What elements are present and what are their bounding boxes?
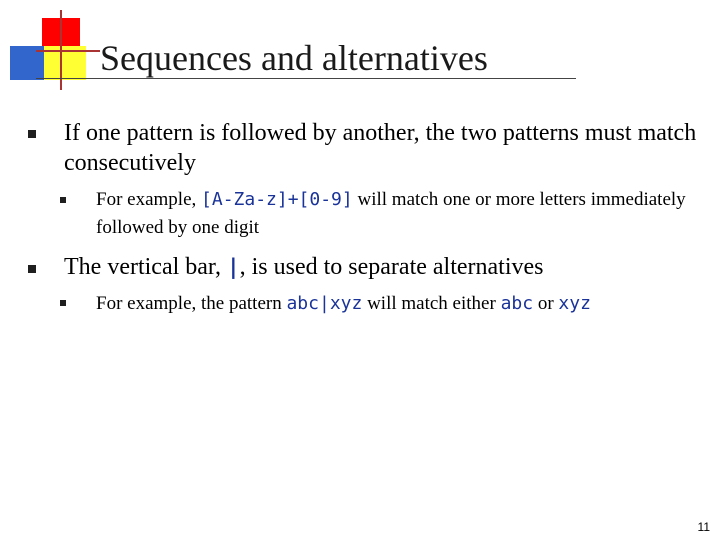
bullet-marker	[28, 130, 36, 138]
code-xyz: xyz	[558, 293, 591, 314]
sub-bullet-marker	[60, 197, 66, 203]
sub-2-prefix: For example, the pattern	[96, 293, 287, 314]
code-abc: abc	[500, 293, 534, 314]
bullet-marker	[28, 265, 36, 273]
logo-horizontal-line	[36, 50, 100, 52]
page-number: 11	[697, 520, 710, 534]
sub-1-prefix: For example,	[96, 189, 202, 210]
slide-logo	[0, 0, 100, 90]
bullet-2-text	[64, 252, 704, 282]
bullet-2-sub	[96, 290, 686, 318]
bullet-1-text: If one pattern is followed by another, the two patterns must match consecutively	[64, 120, 697, 176]
bullet-1-sub	[96, 186, 686, 242]
code-abc-or-xyz: abc|xyz	[286, 293, 363, 314]
bullet-2-suffix: , is used to separate alternatives	[239, 254, 544, 280]
title-underline	[36, 78, 576, 79]
code-vertical-bar: |	[226, 255, 240, 279]
sub-bullet-marker	[60, 300, 66, 306]
bullet-2-prefix: The vertical bar,	[64, 254, 227, 280]
code-regex-letters-digit: [A-Za-z]+[0-9]	[201, 189, 353, 210]
sub-1-suffix: will match one or more letters immediately followed by one digit	[96, 189, 686, 238]
sub-2-mid1: will match either	[362, 293, 501, 314]
sub-2-mid2: or	[533, 293, 559, 314]
slide-title: Sequences and alternatives	[100, 38, 488, 78]
